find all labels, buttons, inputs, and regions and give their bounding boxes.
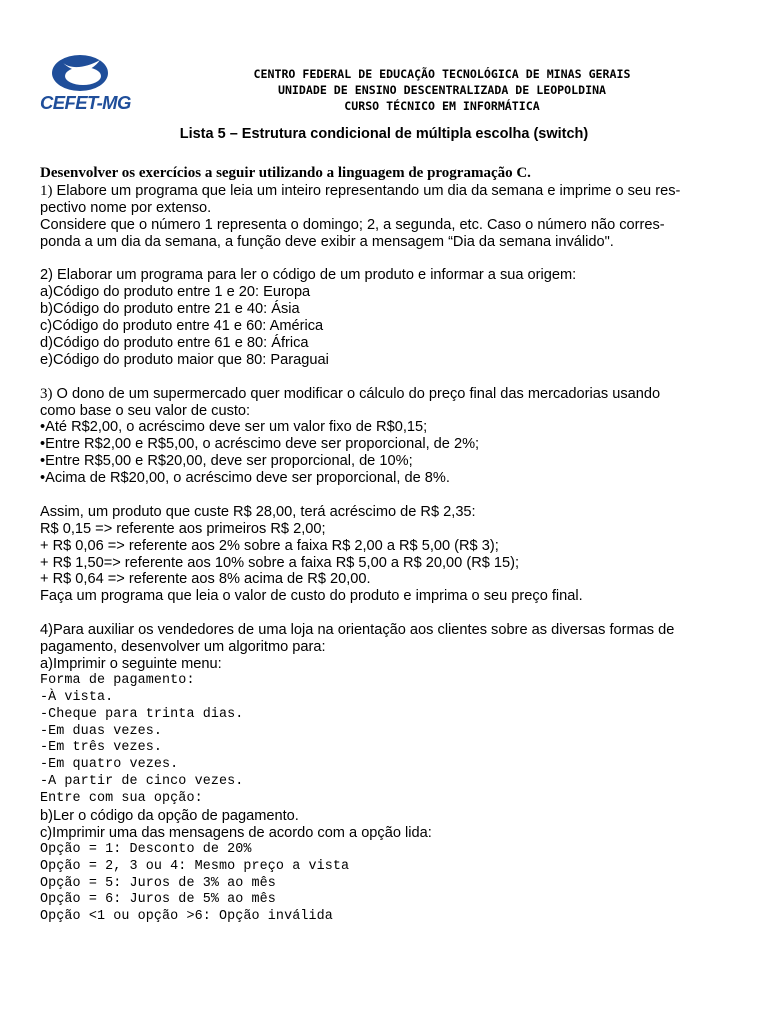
- list-item: d)Código do produto entre 61 e 80: África: [40, 335, 309, 352]
- text-line: pectivo nome por extenso.: [40, 199, 212, 216]
- list-item: •Entre R$2,00 e R$5,00, o acréscimo deve ser proporcional, de 2%;: [40, 436, 480, 453]
- intro-text: Desenvolver os exercícios a seguir utilizando a linguagem de programação C.: [40, 165, 531, 181]
- code-line: -Cheque para trinta dias.: [40, 706, 244, 722]
- code-line: Entre com sua opção:: [40, 791, 203, 807]
- text-line: 4)Para auxiliar os vendedores de uma loja na orientação aos clientes sobre as diversas formas de: [40, 622, 675, 639]
- list-item: •Até R$2,00, o acréscimo deve ser um valor fixo de R$0,15;: [40, 419, 428, 436]
- header-line: CENTRO FEDERAL DE EDUCAÇÃO TECNOLÓGICA DE MINAS GERAIS: [253, 67, 631, 81]
- code-line: Opção = 6: Juros de 5% ao mês: [40, 892, 276, 908]
- code-line: -A partir de cinco vezes.: [40, 774, 244, 790]
- list-item: •Entre R$5,00 e R$20,00, deve ser proporcional, de 10%;: [40, 453, 413, 470]
- list-item: b)Código do produto entre 21 e 40: Ásia: [40, 301, 300, 318]
- code-line: -Em duas vezes.: [40, 723, 163, 739]
- text-line: 2) Elaborar um programa para ler o código de um produto e informar a sua origem:: [40, 267, 577, 284]
- text-line: a)Imprimir o seguinte menu:: [40, 655, 222, 672]
- exercise-1-line: [40, 183, 730, 200]
- text-line: R$ 0,15 => referente aos primeiros R$ 2,00;: [40, 520, 326, 537]
- code-line: Opção = 1: Desconto de 20%: [40, 841, 252, 857]
- text-line: + R$ 1,50=> referente aos 10% sobre a faixa R$ 5,00 a R$ 20,00 (R$ 15);: [40, 554, 520, 571]
- text-line: Faça um programa que leia o valor de custo do produto e imprima o seu preço final.: [40, 588, 583, 605]
- spacer: [40, 369, 730, 386]
- list-item: e)Código do produto maior que 80: Paraguai: [40, 351, 329, 368]
- code-line: Opção <1 ou opção >6: Opção inválida: [40, 909, 333, 925]
- list-item: a)Código do produto entre 1 e 20: Europa: [40, 284, 311, 301]
- header-line: CURSO TÉCNICO EM INFORMÁTICA: [344, 99, 540, 113]
- exercise-3-line: [40, 386, 730, 403]
- text-line: O dono de um supermercado quer modificar o cálculo do preço final das mercadorias usando: [52, 385, 661, 402]
- text-line: b)Ler o código da opção de pagamento.: [40, 807, 299, 824]
- text-line: Assim, um produto que custe R$ 28,00, terá acréscimo de R$ 2,35:: [40, 503, 476, 520]
- exercise-number: 3): [40, 385, 53, 402]
- text-line: c)Imprimir uma das mensagens de acordo com a opção lida:: [40, 824, 432, 841]
- header-line: UNIDADE DE ENSINO DESCENTRALIZADA DE LEOPOLDINA: [277, 83, 607, 97]
- code-line: Opção = 2, 3 ou 4: Mesmo preço a vista: [40, 858, 350, 874]
- exercise-number: 1): [40, 183, 53, 199]
- text-line: + R$ 0,64 => referente aos 8% acima de R$ 20,00.: [40, 571, 371, 588]
- text-line: como base o seu valor de custo:: [40, 402, 251, 419]
- exercise-list: [40, 183, 730, 926]
- text-line: Elabore um programa que leia um inteiro representando um dia da semana e imprime o seu res-: [52, 183, 681, 199]
- logo-text: CEFET-MG: [40, 92, 131, 113]
- cefet-emblem-icon: [40, 52, 112, 94]
- page-title: Lista 5 – Estrutura condicional de múltipla escolha (switch): [179, 126, 589, 142]
- text-line: + R$ 0,06 => referente aos 2% sobre a faixa R$ 2,00 a R$ 5,00 (R$ 3);: [40, 537, 499, 554]
- spacer: [40, 251, 730, 268]
- list-item: c)Código do produto entre 41 e 60: América: [40, 318, 324, 335]
- code-line: -Em quatro vezes.: [40, 757, 179, 773]
- code-line: -À vista.: [40, 689, 114, 705]
- spacer: [40, 605, 730, 622]
- spacer: [40, 487, 730, 504]
- code-line: -Em três vezes.: [40, 740, 163, 756]
- code-line: Opção = 5: Juros de 3% ao mês: [40, 875, 276, 891]
- institution-header: [150, 66, 734, 114]
- text-line: Considere que o número 1 representa o domingo; 2, a segunda, etc. Caso o número não corres-: [40, 216, 665, 233]
- cefet-logo: [40, 52, 144, 114]
- code-line: Forma de pagamento:: [40, 672, 195, 688]
- text-line: ponda a um dia da semana, a função deve exibir a mensagem “Dia da semana inválido".: [40, 233, 614, 250]
- text-line: pagamento, desenvolver um algoritmo para:: [40, 639, 326, 656]
- list-item: •Acima de R$20,00, o acréscimo deve ser proporcional, de 8%.: [40, 470, 450, 487]
